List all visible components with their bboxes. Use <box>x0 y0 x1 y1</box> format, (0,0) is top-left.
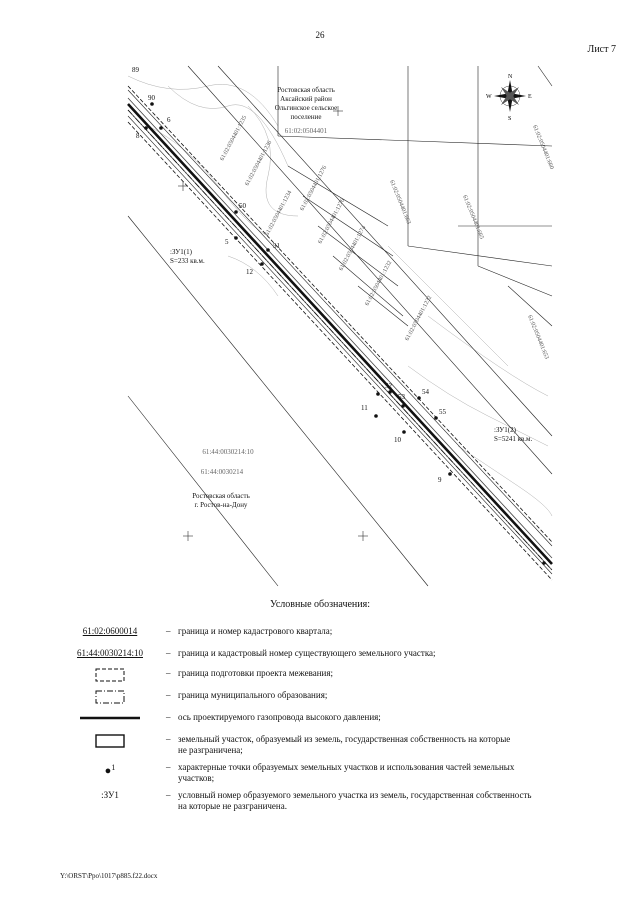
point-label: 12 <box>246 268 253 276</box>
point-label: 90 <box>148 94 155 102</box>
point-label: 54 <box>422 388 429 396</box>
region-bottom-line2: г. Ростов-на-Дону <box>194 501 248 509</box>
legend-text-cont: на которые не разграничена. <box>178 801 287 811</box>
zu1-area: S=233 кв.м. <box>170 257 205 265</box>
legend-text: ось проектируемого газопровода высокого давления; <box>178 712 381 722</box>
legend-dash: – <box>166 712 171 722</box>
point-label: 51 <box>273 242 280 250</box>
point-label: 52 <box>385 382 392 390</box>
zu2-label: :ЗУ1(2) <box>494 426 516 434</box>
topo-lines <box>128 76 555 516</box>
point-label: 8 <box>136 132 140 140</box>
parcel-label: 61:02:0504401:1276 <box>299 164 329 212</box>
parcel-label: 61:02:0504401:660 <box>531 124 555 171</box>
sheet-label: Лист 7 <box>587 44 616 55</box>
cadastral-map <box>128 66 555 586</box>
region-top-line2: Аксайский район <box>280 95 332 103</box>
legend-text-cont: не разграничена; <box>178 745 243 755</box>
dashdot-box-icon <box>58 690 162 707</box>
parcel-boundaries <box>128 66 555 586</box>
municipal-boundary <box>128 110 555 570</box>
legend-dash: – <box>166 668 171 678</box>
point-label: 9 <box>438 476 442 484</box>
quarter-top-label: 61:02:0504401 <box>284 127 328 135</box>
compass-w: W <box>486 94 492 100</box>
parcel-label: 61:02:0504401:1234 <box>264 189 294 237</box>
thick-line-icon <box>58 712 162 727</box>
point-label: 50 <box>239 202 246 210</box>
parcel-label: 61:02:0504401:1232 <box>404 294 434 342</box>
legend-text-cont: участков; <box>178 773 215 783</box>
legend-title: Условные обозначения: <box>269 599 370 610</box>
legend-dash: – <box>166 790 171 800</box>
zu2-area: S=5241 кв.м. <box>494 435 533 443</box>
compass-s: S <box>508 116 512 122</box>
parcel-label: 61:02:0504401:1232 <box>364 259 394 307</box>
point-dot-icon: ● <box>104 765 112 777</box>
point-label: 89 <box>132 66 139 74</box>
point-symbol <box>58 762 162 777</box>
legend-symbol: 1 <box>111 763 116 772</box>
point-label: 5 <box>225 238 229 246</box>
legend-symbol: 61:44:0030214:10 <box>76 648 143 658</box>
compass-n: N <box>508 74 513 80</box>
quarter-bottom-label: 61:44:0030214 <box>200 468 244 476</box>
parcel-label: 61:02:0504401:1276 <box>317 197 347 245</box>
parcel-label: 61:02:0504401:1236 <box>244 139 274 187</box>
parcel-label: 61:02:0504401:663 <box>388 179 412 226</box>
legend-text: граница подготовки проекта межевания; <box>178 668 334 678</box>
region-top-line4: поселение <box>290 113 322 121</box>
legend-text: граница муниципального образования; <box>178 690 328 700</box>
legend-text: земельный участок, образуемый из земель, государственная собственность на которые <box>178 734 511 744</box>
page-number: 26 <box>315 30 325 40</box>
legend-dash: – <box>166 648 171 658</box>
solid-box-icon <box>58 734 162 751</box>
region-top-line3: Ольгинское сельское <box>274 104 338 112</box>
point-label: 55 <box>439 408 446 416</box>
parcel-label: 61:02:0504401:665 <box>461 194 485 241</box>
region-top-line1: Ростовская область <box>277 86 335 94</box>
parcel-bottom-label: 61:44:0030214:10 <box>202 448 254 456</box>
region-bottom-line1: Ростовская область <box>192 492 250 500</box>
legend-symbol: 61:02:0600014 <box>82 626 138 636</box>
legend-text: условный номер образуемого земельного участка из земель, государственная собственность <box>178 790 532 800</box>
legend-dash: – <box>166 762 171 772</box>
parcel-label: 61:02:0504401:1274 <box>338 224 368 272</box>
legend-text: граница и кадастровый номер существующего земельного участка; <box>178 648 436 658</box>
point-label: 6 <box>167 116 171 124</box>
file-path-footer: Y:\ORST\Ppo\1017\p885.f22.docx <box>60 872 158 880</box>
legend-text: характерные точки образуемых земельных участков и использования частей земельных <box>178 762 515 772</box>
legend-dash: – <box>166 734 171 744</box>
zu1-label: :ЗУ1(1) <box>170 248 192 256</box>
legend-symbol: :ЗУ1 <box>101 790 119 800</box>
dashed-box-icon <box>58 668 162 685</box>
point-label: 10 <box>394 436 401 444</box>
legend-text: граница и номер кадастрового квартала; <box>178 626 333 636</box>
parcel-label: 61:02:0504401:1235 <box>219 114 249 162</box>
compass-icon <box>486 74 532 122</box>
compass-e: E <box>528 94 532 100</box>
legend-dash: – <box>166 626 171 636</box>
point-label: 11 <box>361 404 368 412</box>
point-label: 53 <box>398 393 405 401</box>
parcel-label: 61:02:0504401:653 <box>526 314 550 361</box>
legend-dash: – <box>166 690 171 700</box>
